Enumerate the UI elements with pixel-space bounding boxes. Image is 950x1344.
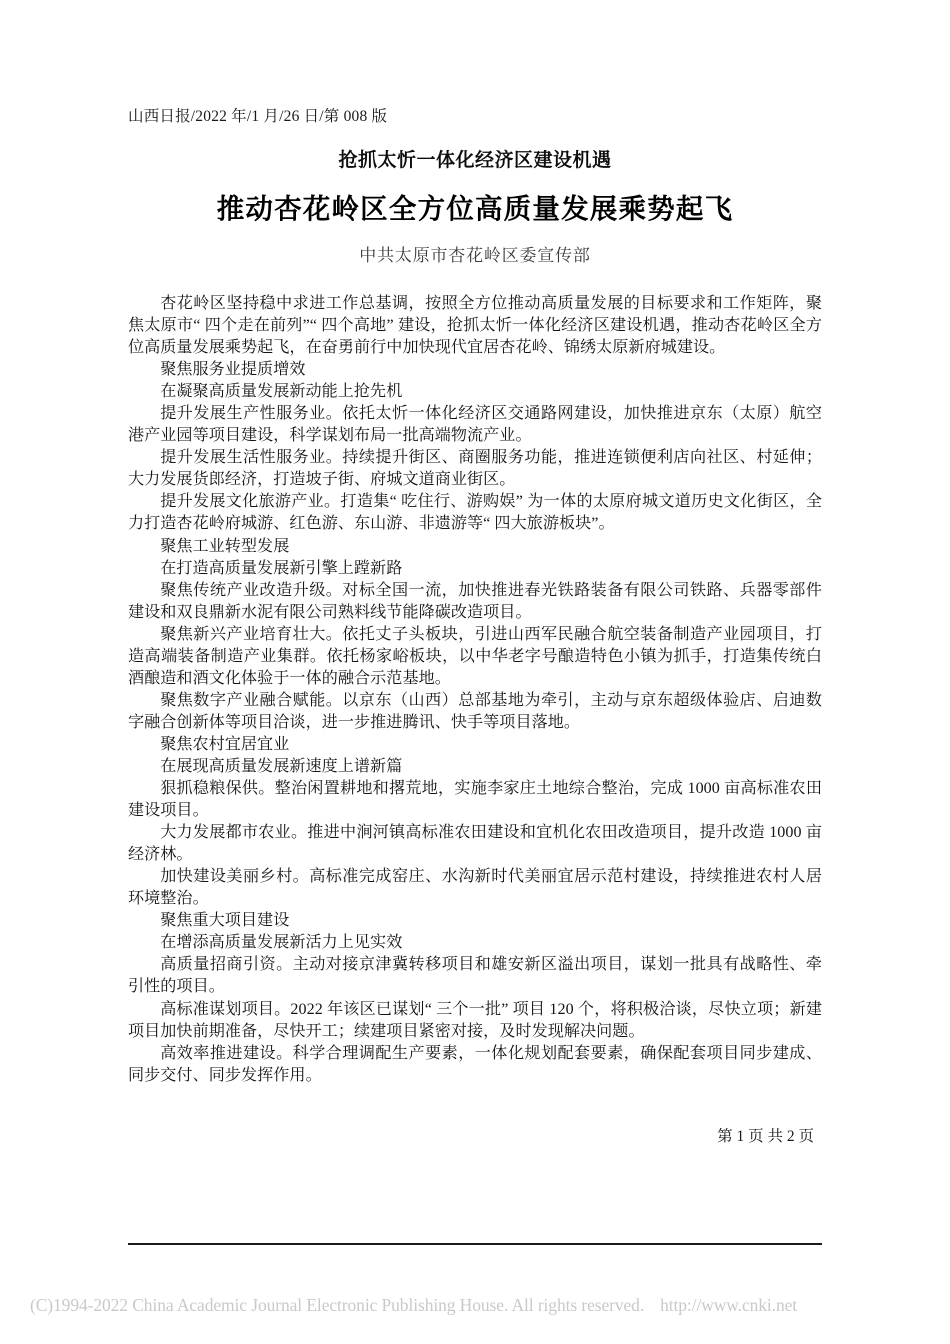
body-paragraph: 加快建设美丽乡村。高标准完成窑庄、水沟新时代美丽宜居示范村建设，持续推进农村人居环境整治。 (128, 868, 822, 908)
page-number: 第 1 页 共 2 页 (717, 1128, 814, 1145)
body-paragraph: 提升发展生活性服务业。持续提升街区、商圈服务功能，推进连锁便利店向社区、村延伸；大力发展货郎经济，打造坡子街、府城文道商业街区。 (128, 449, 822, 489)
body-paragraph: 在凝聚高质量发展新动能上抢先机 (160, 383, 403, 401)
body-paragraph: 聚焦农村宜居宜业 (160, 735, 290, 753)
body-paragraph: 高标准谋划项目。2022 年该区已谋划“ 三个一批” 项目 120 个，将积极洽谈，尽快立项；新建项目加快前期准备，尽快开工；续建项目紧密对接，及时发现解决问题。 (128, 1000, 822, 1040)
kicker-title: 抢抓太忻一体化经济区建设机遇 (338, 150, 612, 171)
footer-divider (128, 1243, 822, 1245)
copyright-text: (C)1994-2022 China Academic Journal Electronic Publishing House. All rights reserved. (30, 1295, 645, 1315)
body-paragraph: 聚焦工业转型发展 (160, 537, 290, 555)
body-paragraph: 聚焦数字产业融合赋能。以京东（山西）总部基地为牵引，主动与京东超级体验店、启迪数字融合创新体等项目洽谈，进一步推进腾讯、快手等项目落地。 (128, 691, 822, 731)
body-paragraph: 聚焦服务业提质增效 (160, 361, 306, 379)
body-paragraph: 高质量招商引资。主动对接京津冀转移项目和雄安新区溢出项目，谋划一批具有战略性、牵引性的项目。 (128, 956, 822, 996)
body-paragraph: 大力发展都市农业。推进中涧河镇高标准农田建设和宜机化农田改造项目，提升改造 1000 亩经济林。 (128, 824, 822, 864)
body-paragraph: 在增添高质量发展新活力上见实效 (160, 934, 403, 952)
body-paragraph: 在展现高质量发展新速度上谱新篇 (160, 757, 403, 775)
body-paragraph: 提升发展生产性服务业。依托太忻一体化经济区交通路网建设，加快推进京东（太原）航空港产业园等项目建设，科学谋划布局一批高端物流产业。 (128, 405, 822, 445)
body-paragraph: 聚焦传统产业改造升级。对标全国一流，加快推进春光铁路装备有限公司铁路、兵器零部件建设和双良鼎新水泥有限公司熟料线节能降碳改造项目。 (128, 581, 822, 621)
body-paragraph: 聚焦新兴产业培育壮大。依托丈子头板块，引进山西军民融合航空装备制造产业园项目，打造高端装备制造产业集群。依托杨家峪板块，以中华老字号酿造特色小镇为抓手，打造集传统白酒酿造和酒文化体验于一体的融合示范基地。 (128, 625, 822, 687)
publication-source-line: 山西日报/2022 年/1 月/26 日/第 008 版 (128, 108, 388, 125)
body-paragraph: 在打造高质量发展新引擎上蹚新路 (160, 559, 403, 577)
body-paragraph: 狠抓稳粮保供。整治闲置耕地和撂荒地，实施李家庄土地综合整治，完成 1000 亩高标准农田建设项目。 (128, 780, 822, 820)
page-title: 推动杏花岭区全方位高质量发展乘势起飞 (216, 192, 734, 224)
title-block (128, 148, 822, 267)
body-paragraph: 聚焦重大项目建设 (160, 912, 290, 930)
body-paragraph: 高效率推进建设。科学合理调配生产要素，一体化规划配套要素，确保配套项目同步建成、同步交付、同步发挥作用。 (128, 1044, 822, 1084)
article-body (128, 293, 822, 1087)
cnki-url: http://www.cnki.net (660, 1295, 798, 1315)
body-paragraph: 提升发展文化旅游产业。打造集“ 吃住行、游购娱” 为一体的太原府城文道历史文化街区，全力打造杏花岭府城游、红色游、东山游、非遗游等“ 四大旅游板块”。 (128, 493, 822, 533)
byline: 中共太原市杏花岭区委宣传部 (359, 246, 591, 266)
copyright-watermark (30, 1295, 920, 1316)
body-paragraph: 杏花岭区坚持稳中求进工作总基调，按照全方位推动高质量发展的目标要求和工作矩阵，聚焦太原市“ 四个走在前列”“ 四个高地” 建设，抢抓太忻一体化经济区建设机遇，推动杏花岭区全方位高质量发展乘势起飞，在奋勇前行中加快现代宜居杏花岭、锦绣太原新府城建设。 (128, 295, 822, 357)
